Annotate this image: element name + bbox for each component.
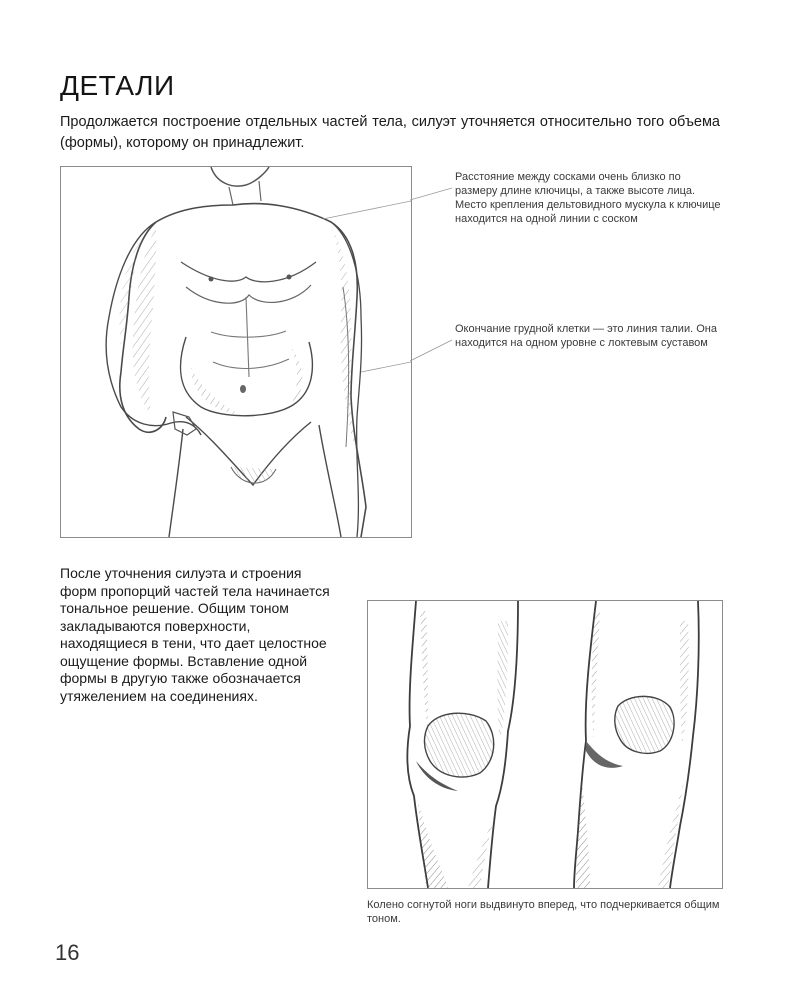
- knees-sketch-illustration: [368, 601, 722, 888]
- page-number: 16: [55, 940, 80, 965]
- page-title: ДЕТАЛИ: [60, 70, 175, 101]
- knees-caption: Колено согнутой ноги выдвинуто вперед, что подчеркивается общим тоном.: [367, 899, 720, 925]
- torso-sketch-figure: [60, 166, 412, 538]
- tonal-solution-paragraph: После уточнения силуэта и строения форм пропорций частей тела начинается тональное решение. Общим тоном закладываются поверхности, находящиеся в тени, что дает целостное ощущение формы. Вставление одной формы в другую также обозначается утяжелением на соединениях.: [60, 565, 330, 704]
- annotation-leader-lines: [410, 180, 455, 380]
- torso-sketch-illustration: [61, 167, 411, 537]
- annotation-ribcage-waist: Окончание грудной клетки — это линия талии. Она находится на одном уровне с локтевым суставом: [455, 323, 717, 349]
- annotation-nipple-distance: Расстояние между сосками очень близко по размеру длине ключицы, а также высоте лица. Место крепления дельтовидного мускула к ключице находится на одной линии с соском: [455, 171, 721, 225]
- intro-paragraph: Продолжается построение отдельных частей тела, силуэт уточняется относительно того объема (формы), которому он принадлежит.: [60, 114, 720, 151]
- knees-sketch-figure: [367, 600, 723, 889]
